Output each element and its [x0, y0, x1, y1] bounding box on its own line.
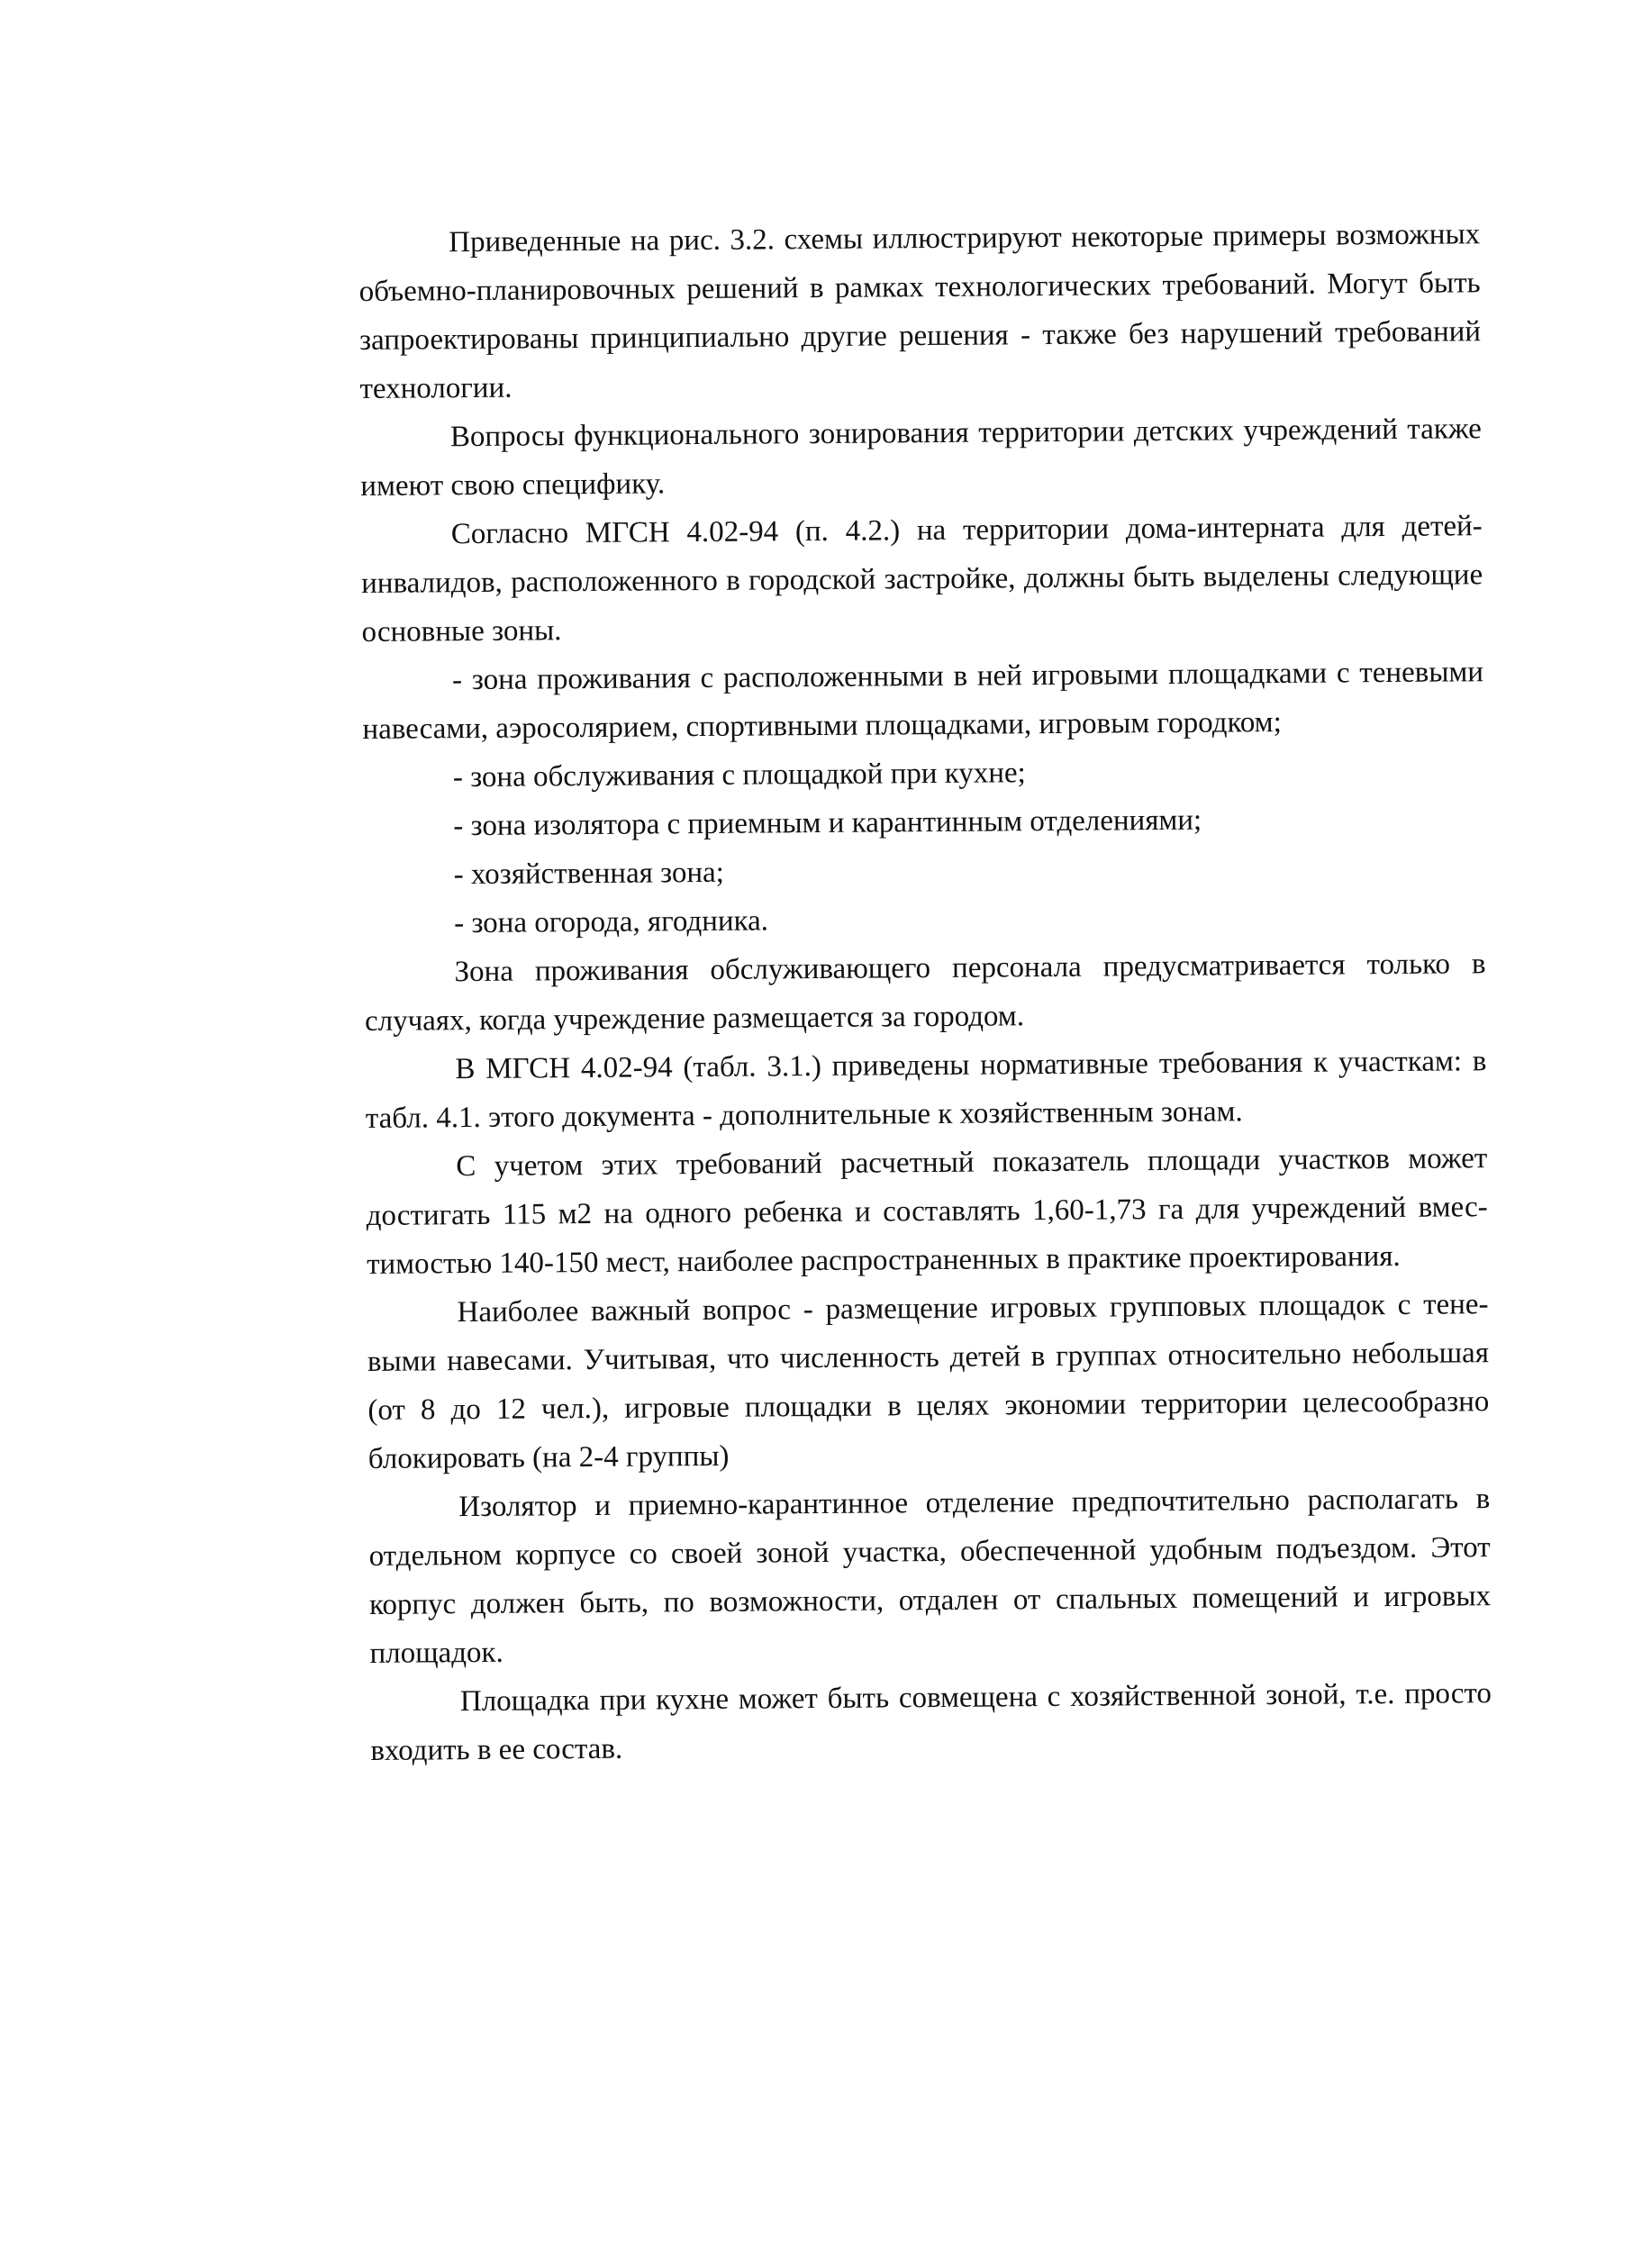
paragraph-kitchen-area: Площадка при кухне может быть совмещена с хозяйственной зоной, т.е. просто входить в ее состав.	[370, 1677, 1492, 1767]
paragraph-zoning: Вопросы функционального зонирования территории детских учреждений также имеют свою специфику.	[360, 413, 1483, 503]
paragraph-mgsn-zones: Согласно МГСН 4.02-94 (п. 4.2.) на территории дома-интерната для детей-инвалидов, расположенного в городской застройке, должны быть выделены следующие основные зоны.	[361, 510, 1483, 649]
paragraph-play-areas: Наиболее важный вопрос - размещение игровых групповых площадок с теневыми навесами. Учитывая, что численность детей в группах относительно небольшая (от 8 до 12 чел.), игровые площадки в целях экономии территории целесообразно блокировать (на 2-4 группы)	[367, 1288, 1490, 1475]
document-body	[358, 210, 1492, 1775]
list-item-service-zone: - зона обслуживания с площадкой при кухне;	[452, 757, 1026, 794]
list-item-living-zone: - зона проживания с расположенными в ней игровыми площадками с теневыми навесами, аэросолярием, спортивными площадками, игровым городком;	[362, 656, 1484, 746]
paragraph-norms: В МГСН 4.02-94 (табл. 3.1.) приведены нормативные требования к участкам: в табл. 4.1. этого документа - дополнительные к хозяйственным зонам.	[365, 1045, 1487, 1135]
list-item-isolator-zone: - зона изолятора с приемным и карантинным отделениями;	[453, 803, 1202, 843]
paragraph-schemes: Приведенные на рис. 3.2. схемы иллюстрируют некоторые примеры возможных объемно-планировочных решений в рамках технологических требований. Могут быть запроектированы принципиально другие решения - также без нарушений требований технологии.	[358, 218, 1482, 405]
paragraph-isolator: Изолятор и приемно-карантинное отделение предпочтительно располагать в отдельном корпусе со своей зоной участка, обеспеченной удобным подъездом. Этот корпус должен быть, по возможности, отдален от спальных помещений и игровых площадок.	[368, 1483, 1492, 1670]
paragraph-area-indicator: С учетом этих требований расчетный показатель площади участков может достигать 115 м2 на одного ребенка и составлять 1,60-1,73 га для учреждений вместимостью 140-150 мест, наиболее распространенных в практике проектирования.	[366, 1142, 1488, 1281]
list-item-garden-zone: - зона огорода, ягодника.	[454, 904, 769, 940]
list-item-household-zone: - хозяйственная зона;	[453, 856, 725, 892]
paragraph-staff-zone: Зона проживания обслуживающего персонала предусматривается только в случаях, когда учреждение размещается за городом.	[364, 948, 1486, 1038]
